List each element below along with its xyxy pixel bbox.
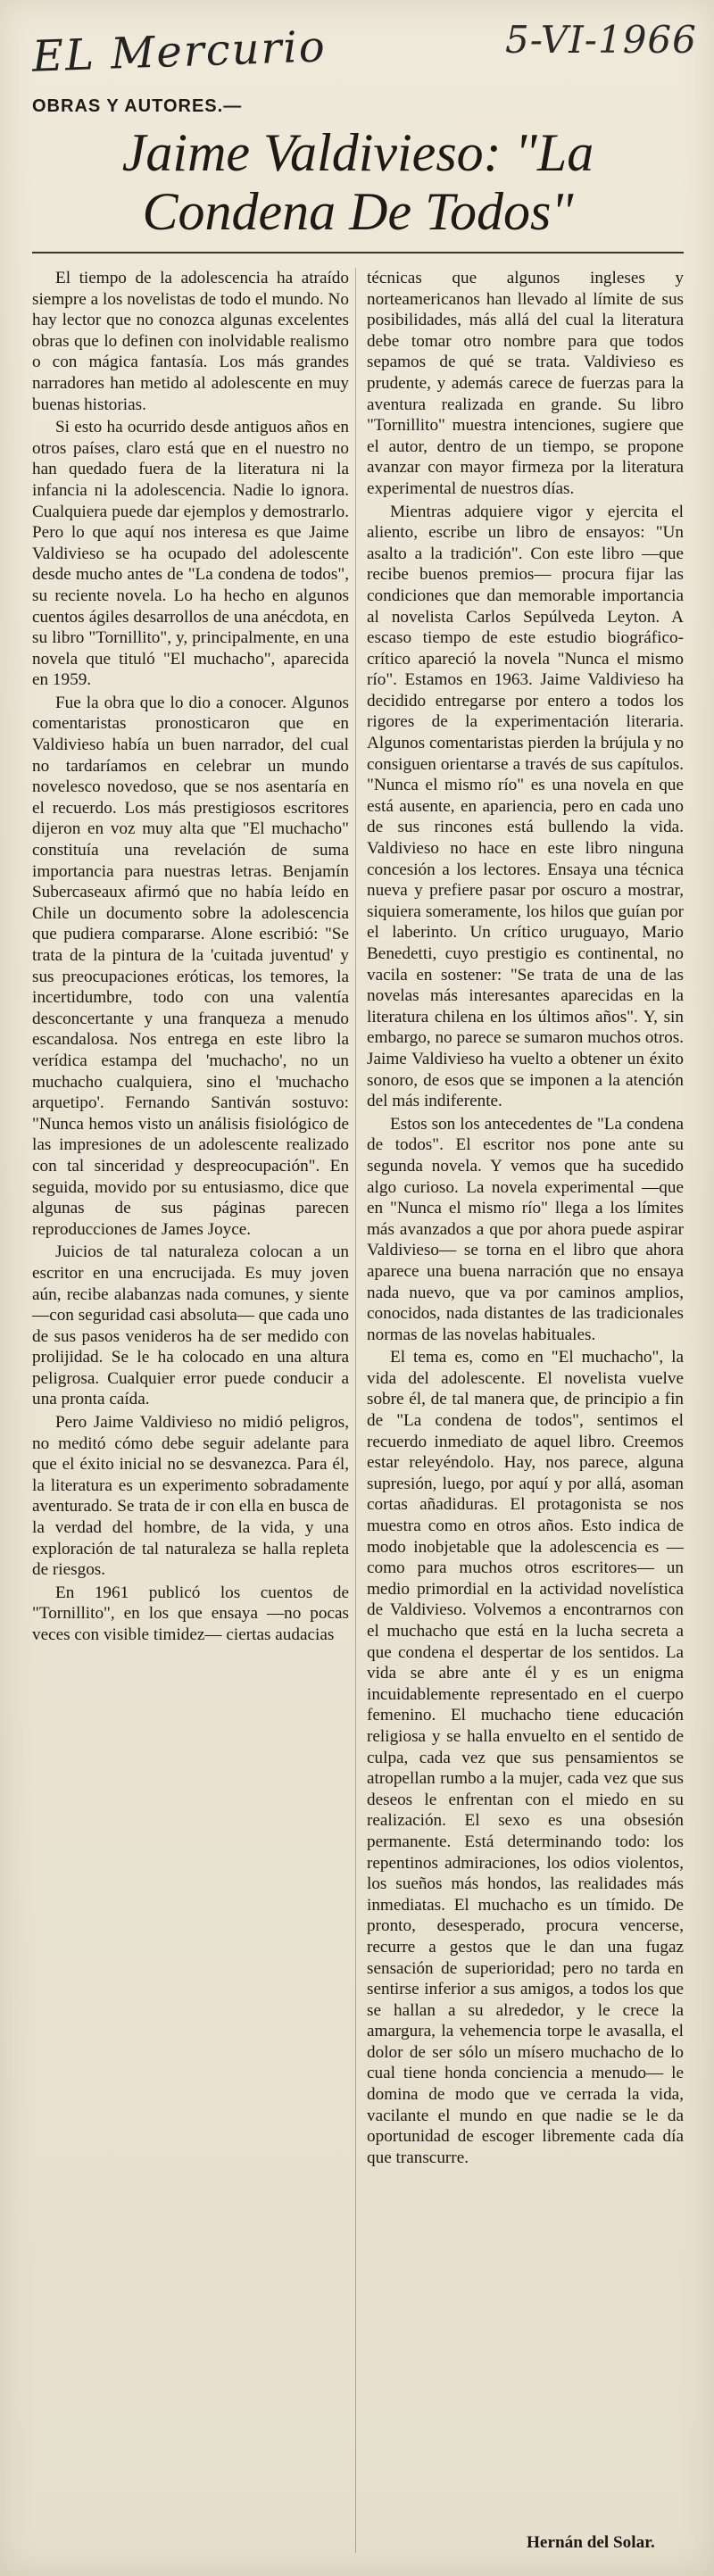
author-signature: Hernán del Solar.: [527, 2533, 655, 2552]
article-paragraph: técnicas que algunos ingleses y norteamericanos han llevado al límite de sus posibilidades, más allá del cual la literatura debe tomar otro nombre para que todos sepamos de qué se trata. Valdivieso es prudente, y además carece de fuerzas para la aventura realizada en grande. Su libro "Tornillito" muestra intenciones, sugiere que el autor, dentro de un tiempo, se propone avanzar con mayor firmeza por la literatura experimental de nuestros días.: [367, 269, 684, 498]
handwritten-newspaper-name: EL Mercurio: [31, 21, 328, 82]
section-label: OBRAS Y AUTORES.—: [32, 96, 243, 116]
article-paragraph: Estos son los antecedentes de "La condena de todos". El escritor nos pone ante su segunda novela. Y vemos que ha sucedido algo curioso. La novela experimental —que en "Nunca el mismo río" llega a los límites más avanzados a que por ahora puede aspirar Valdivieso— se torna en el libro que ahora aparece una buena narración que no ensaya nada nuevo, que va por caminos amplios, conocidos, nada distantes de las tradicionales normas de las novelas habituales.: [367, 1114, 684, 1344]
article-paragraph: En 1961 publicó los cuentos de "Tornillito", en los que ensaya —no pocas veces con visible timidez— ciertas audacias: [32, 1583, 349, 1644]
article-paragraph: El tema es, como en "El muchacho", la vida del adolescente. El novelista vuelve sobre él, de tal manera que, de principio a fin de "La condena de todos", sentimos el recuerdo inmediato de aquel libro. Creemos estar releyéndolo. Hay, nos parece, alguna supresión, luego, por aquí y por allá, asoman cortas añadiduras. El protagonista se nos muestra como en otros años. Esto indica de modo inobjetable que la adolescencia es —como para muchos otros escritores— un medio primordial en la actividad novelística de Valdivieso. Volvemos a encontrarnos con el muchacho que está en la lucha secreta a que condena el despertar de los sentidos. La vida se abre ante él y es un enigma incuidablemente representado en el cuerpo femenino. El muchacho tiene educación religiosa y se halla envuelto en el sentido de culpa, cada vez que sus pensamientos se atropellan rumbo a la mujer, cada vez que sus deseos le enfrentan con el miedo en su realización. El sexo es una obsesión permanente. Está determinando todo: los repentinos admiraciones, los odios violentos, los sueños más hondos, las realidades más inmediatas. El muchacho es un tímido. De pronto, desesperado, procura vencerse, recurre a gestos que le dan una fugaz sensación de superioridad; pero no tarda en sentirse inferior a sus amigos, a todos los que se hallan a su alrededor, y le crece la amargura, la vehemencia torpe le avasalla, el dolor de ser sólo un mísero muchacho de lo cual tiene honda conciencia a menudo— le domina de modo que ve cerrada la vida, vacilante el mundo en que nadie se le da oportunidad de escoger libremente cada día que transcurre.: [367, 1348, 684, 2167]
article-paragraph: Fue la obra que lo dio a conocer. Algunos comentaristas pronosticaron que en Valdivieso había un buen narrador, del cual no tardaríamos en celebrar un mundo novelesco novedoso, que se nos asentaría en el recuerdo. Los más prestigiosos escritores dijeron en voz muy alta que "El muchacho" constituía una revelación de suma importancia para nuestras letras. Benjamín Subercaseaux afirmó que no había leído en Chile un documento sobre la adolescencia que pudiera compararse. Alone escribió: "Se trata de la pintura de la 'cuitada juventud' y sus preocupaciones eróticas, los temores, la incertidumbre, todo con una valentía desconcertante y una franqueza a menudo escandalosa. Nos entrega en este libro la verídica estampa del 'muchacho', no un muchacho cualquiera, sino el 'muchacho arquetipo'. Fernando Santiván sostuvo: "Nunca hemos visto un análisis fisiológico de las impresiones de un adolescente realizado con tal sinceridad y despreocupación". En seguida, movido por su entusiasmo, dice que algunas de sus páginas parecen reproducciones de James Joyce.: [32, 693, 349, 1239]
left-column: [32, 268, 349, 1646]
article-paragraph: Juicios de tal naturaleza colocan a un escritor en una encrucijada. Es muy joven aún, recibe alabanzas nada comunes, y siente —con seguridad casi absoluta— que cada uno de sus pasos venideros ha de ser medido con prolijidad. Se le ha colocado en una altura peligrosa. Cualquier error puede conducir a una pronta caída.: [32, 1242, 349, 1409]
handwritten-date: 5-VI-1966: [505, 18, 697, 62]
article-paragraph: Pero Jaime Valdivieso no midió peligros, no meditó cómo debe seguir adelante para que el éxito inicial no se desvanezca. Para él, la literatura es un experimento sobradamente aventurado. Se trata de ir con ella en busca de la verdad del hombre, de la vida, y una exploración de tal naturaleza se halla repleta de riesgos.: [32, 1413, 349, 1580]
article-paragraph: Si esto ha ocurrido desde antiguos años en otros países, claro está que en el nuestro no han quedado fuera de la literatura ni la infancia ni la adolescencia. Nadie lo ignora. Cualquiera puede dar ejemplos y demostrarlo. Pero lo que aquí nos interesa es que Jaime Valdivieso se ha ocupado del adolescente desde mucho antes de "La condena de todos", su reciente novela. Lo ha hecho en algunos cuentos ágiles desarrollos de una anécdota, en su libro "Tornillito", y, principalmente, en una novela que tituló "El muchacho", aparecida en 1959.: [32, 418, 349, 690]
article-paragraph: El tiempo de la adolescencia ha atraído siempre a los novelistas de todo el mundo. No hay lector que no conozca algunas excelentes obras que lo definen con inolvidable realismo o con mágica fantasía. Los más grandes narradores han metido al adolescente en muy buenas historias.: [32, 269, 349, 414]
right-column: [367, 268, 684, 2168]
headline-rule: [32, 252, 684, 253]
column-divider: [355, 268, 356, 2553]
article-headline: Jaime Valdivieso: "La Condena De Todos": [121, 123, 594, 241]
article-paragraph: Mientras adquiere vigor y ejercita el aliento, escribe un libro de ensayos: "Un asalto a la tradición". Con este libro —que recibe buenos premios— procura fijar las condiciones que dan memorable importancia al novelista Carlos Sepúlveda Leyton. A escaso tiempo de este estudio biográfico-crítico apareció la novela "Nunca el mismo río". Estamos en 1963. Jaime Valdivieso ha decidido entregarse por entero a todos los rigores de la experimentación literaria. Algunos comentaristas pierden la brújula y no consiguen orientarse a través de sus capítulos. "Nunca el mismo río" es una novela en que está ausente, en apariencia, pero en cada uno de sus rincones está bullendo la vida. Valdivieso no hace en este libro ninguna concesión a los lectores. Ensaya una técnica nueva y prefiere pasar por oscuro a mostrar, siquiera someramente, los hilos que guían por el laberinto. Un crítico uruguayo, Mario Benedetti, cuyo prestigio es continental, no vacila en sostener: "Se trata de una de las novelas más interesantes aparecidas en la literatura chilena en los últimos años". Y, sin embargo, no parece se sumaron muchos otros. Jaime Valdivieso ha vuelto a obtener un éxito sonoro, de esos que se imponen a la atención del más indiferente.: [367, 502, 684, 1111]
